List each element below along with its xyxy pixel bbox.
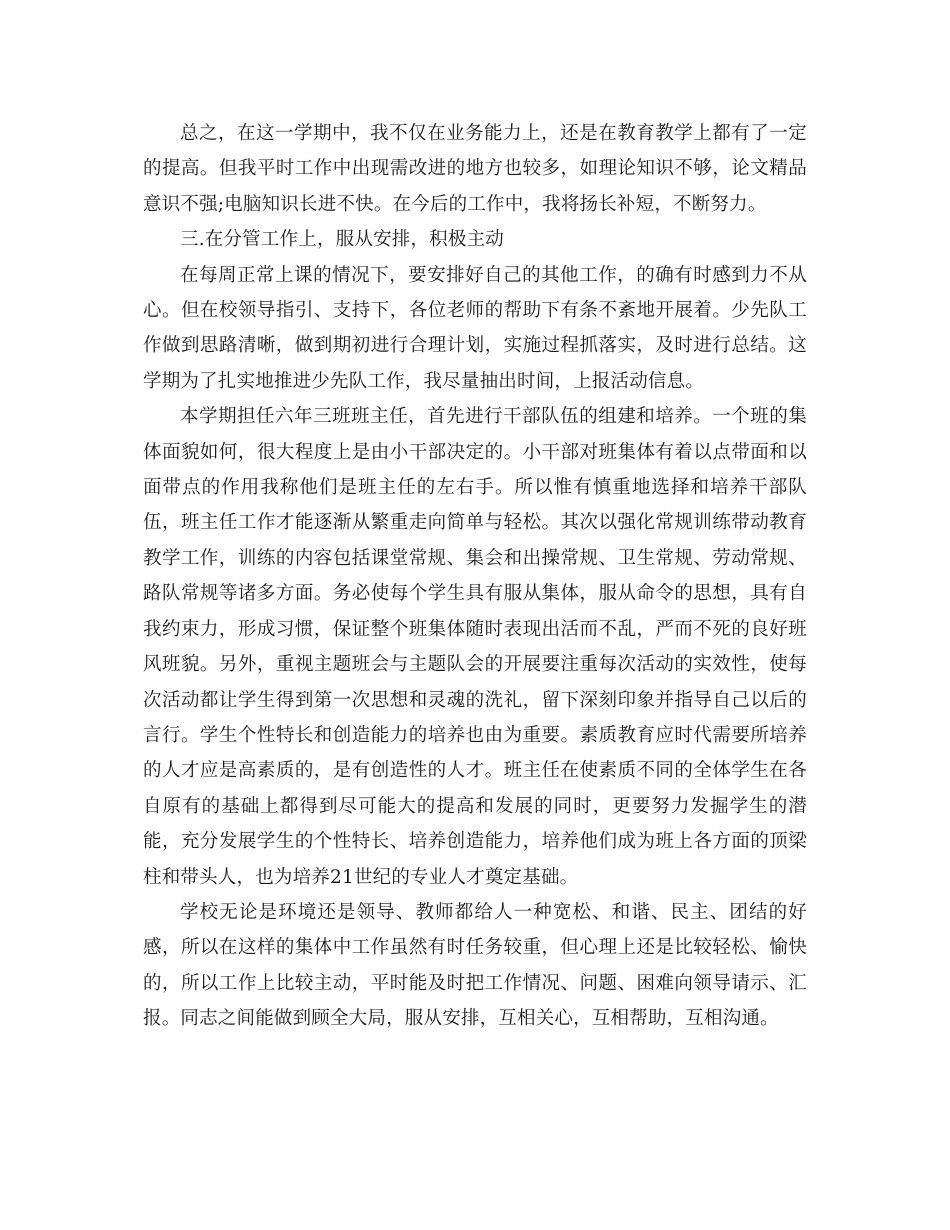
section-heading: 三.在分管工作上，服从安排，积极主动 xyxy=(180,229,504,251)
paragraph-summary: 总之，在这一学期中，我不仅在业务能力上，还是在教育教学上都有了一定的提高。但我平时工作中出现需改进的地方也较多，如理论知识不够，论文精品意识不强;电脑知识长进不快。在今后的工作中，我将扬长补短，不断努力。 xyxy=(143,123,807,215)
document-page xyxy=(143,116,807,1037)
paragraph-school-environment: 学校无论是环境还是领导、教师都给人一种宽松、和谐、民主、团结的好感，所以在这样的集体中工作虽然有时任务较重，但心理上还是比较轻松、愉快的，所以工作上比较主动，平时能及时把工作情况、问题、困难向领导请示、汇报。同志之间能做到顾全大局，服从安排，互相关心，互相帮助，互相沟通。 xyxy=(143,901,807,1030)
paragraph-class-teacher: 本学期担任六年三班班主任，首先进行干部队伍的组建和培养。一个班的集体面貌如何，很大程度上是由小干部决定的。小干部对班集体有着以点带面和以面带点的作用我称他们是班主任的左右手。所以惟有慎重地选择和培养干部队伍，班主任工作才能逐渐从繁重走向简单与轻松。其次以强化常规训练带动教育教学工作，训练的内容包括课堂常规、集会和出操常规、卫生常规、劳动常规、路队常规等诸多方面。务必使每个学生具有服从集体，服从命令的思想，具有自我约束力，形成习惯，保证整个班集体随时表现出活而不乱，严而不死的良好班风班貌。另外，重视主题班会与主题队会的开展要注重每次活动的实效性，使每次活动都让学生得到第一次思想和灵魂的洗礼，留下深刻印象并指导自己以后的言行。学生个性特长和创造能力的培养也由为重要。素质教育应时代需要所培养的人才应是高素质的，是有创造性的人才。班主任在使素质不同的全体学生在各自原有的基础上都得到尽可能大的提高和发展的同时，更要努力发掘学生的潜能，充分发展学生的个性特长、培养创造能力，培养他们成为班上各方面的顶梁柱和带头人，也为培养21世纪的专业人才奠定基础。 xyxy=(143,406,807,888)
paragraph-young-pioneers: 在每周正常上课的情况下，要安排好自己的其他工作，的确有时感到力不从心。但在校领导指引、支持下，各位老师的帮助下有条不紊地开展着。少先队工作做到思路清晰，做到期初进行合理计划，实施过程抓落实，及时进行总结。这学期为了扎实地推进少先队工作，我尽量抽出时间，上报活动信息。 xyxy=(143,264,807,392)
